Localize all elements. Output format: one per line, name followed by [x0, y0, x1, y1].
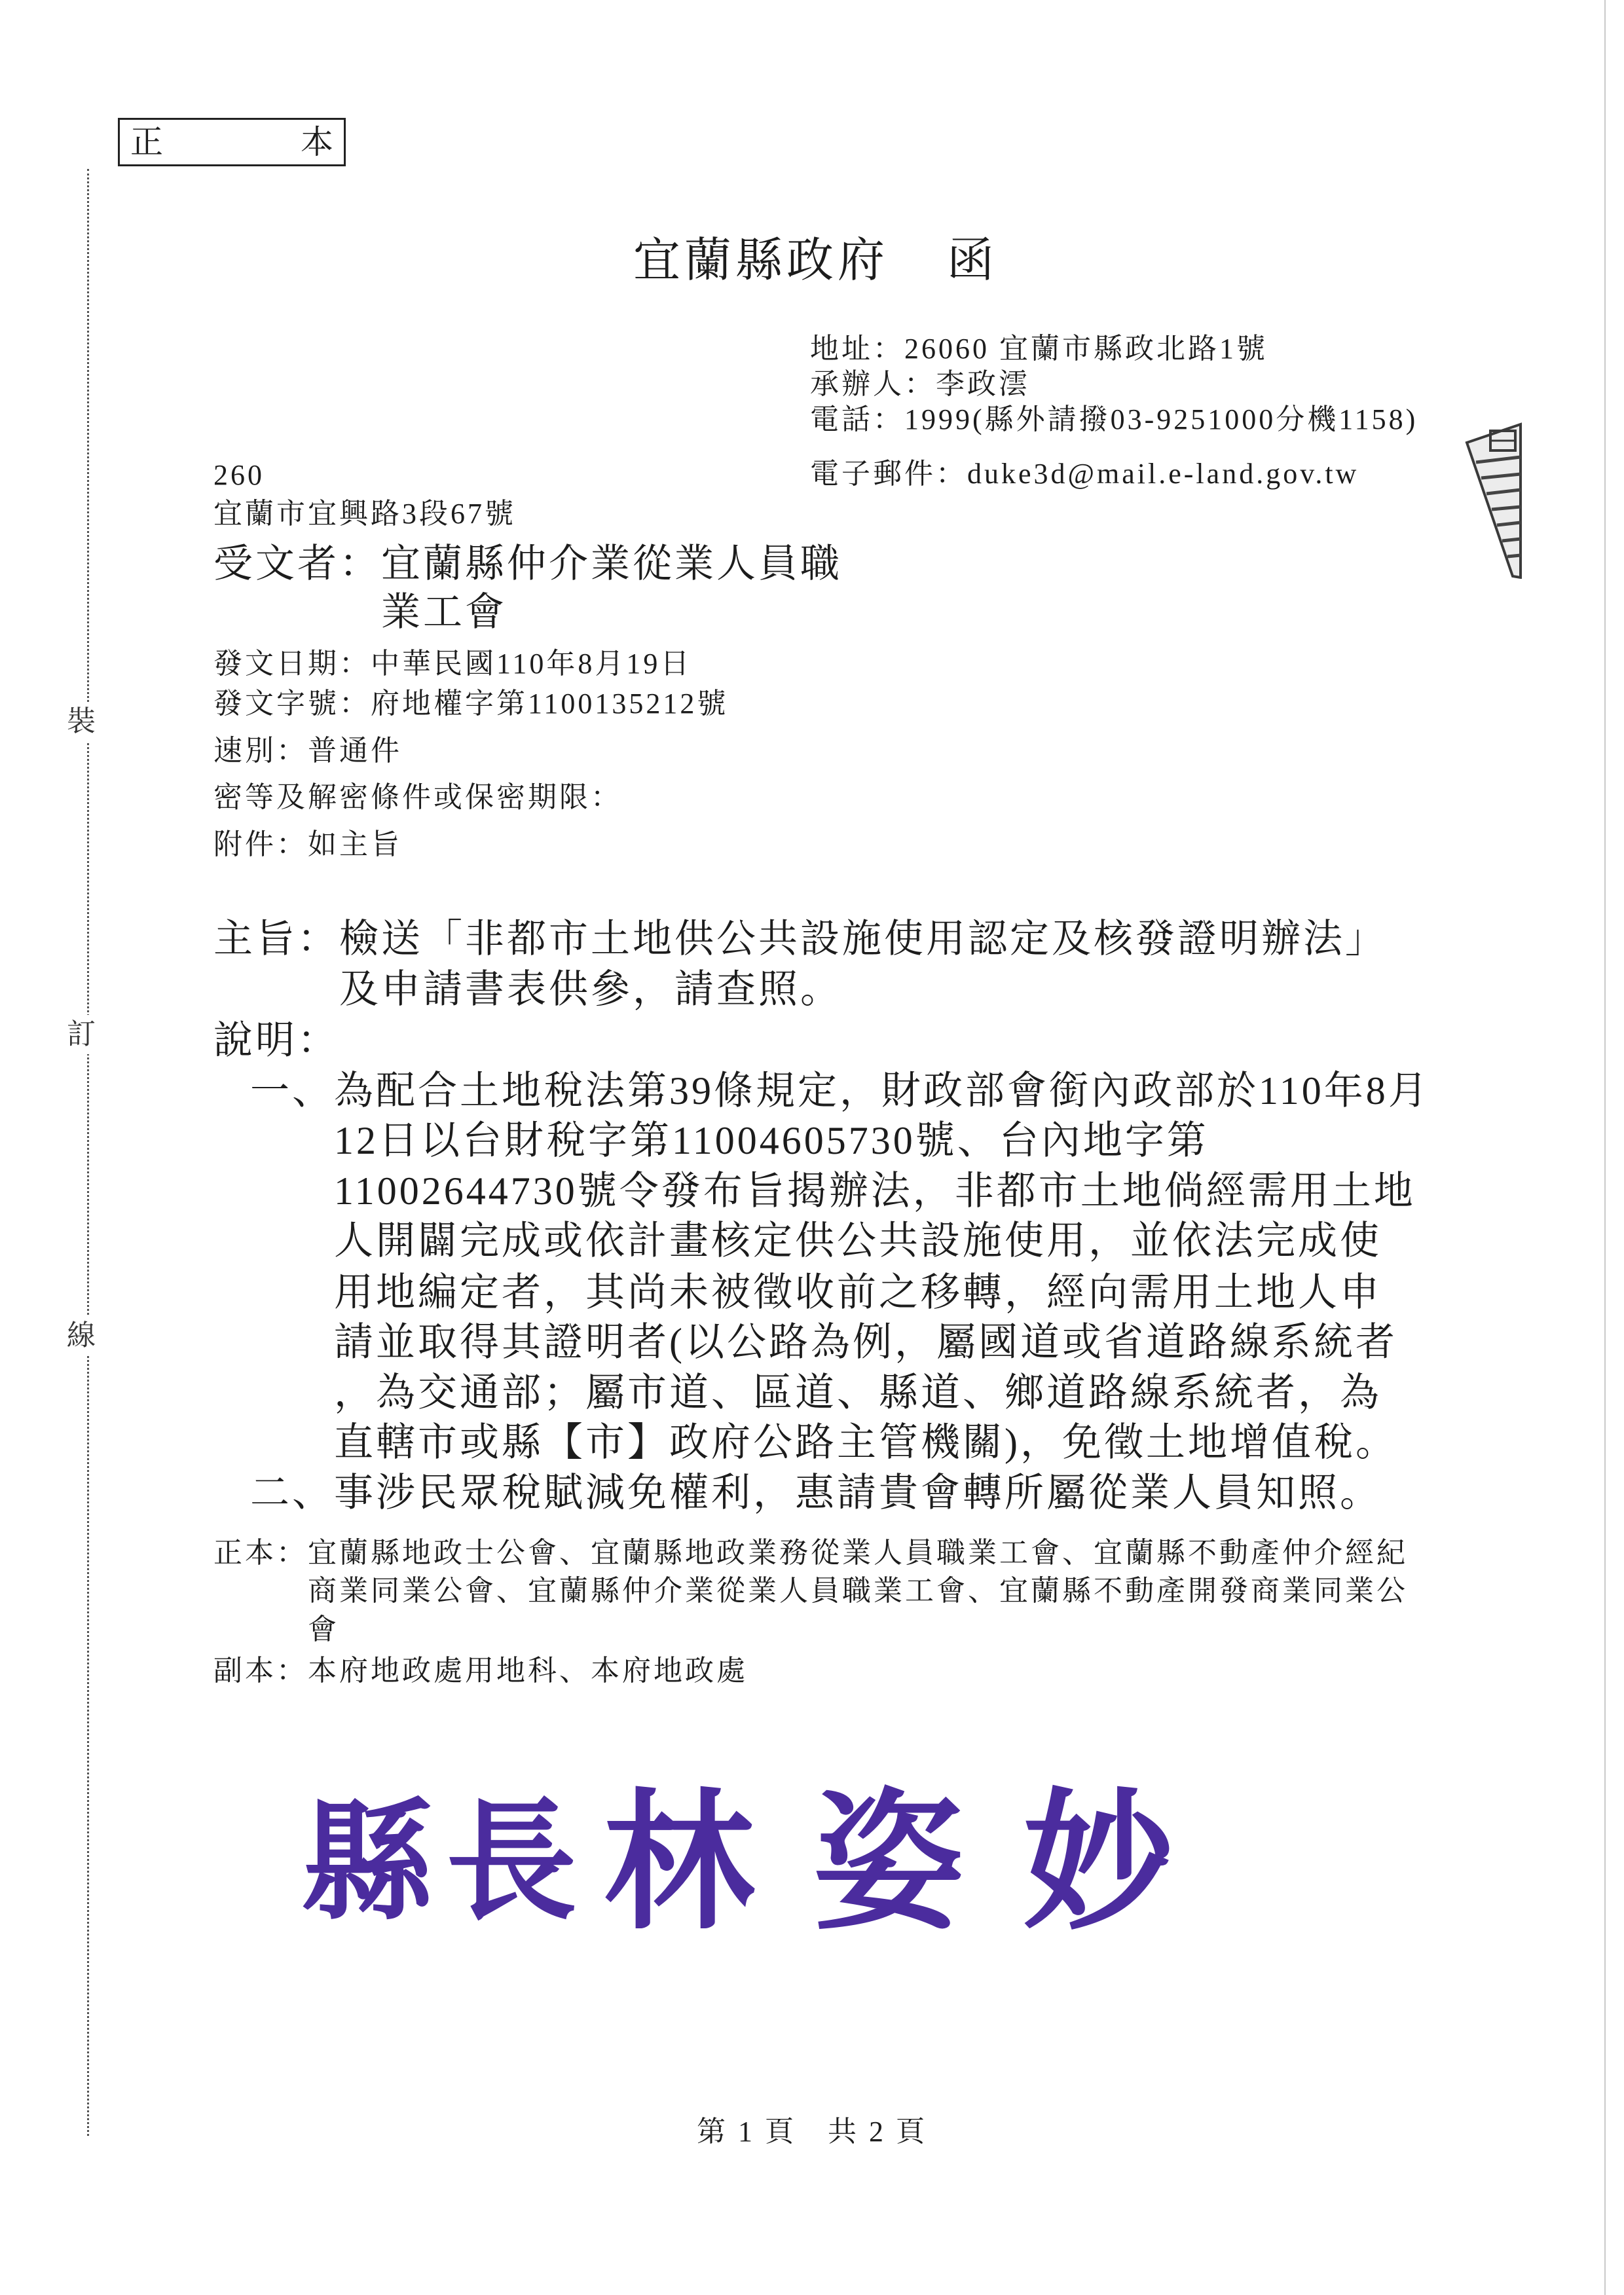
recipient-line-1	[213, 544, 842, 583]
signature-name-stamp: 林姿妙	[604, 1774, 1233, 1951]
explanation-item-1-text-1: 為配合土地稅法第39條規定，財政部會銜內政部於110年8月	[334, 1069, 1430, 1112]
binding-char-xian: 線	[65, 1316, 97, 1355]
explanation-item-1-line-8: 直轄市或縣【市】政府公路主管機關)，免徵土地增值稅。	[334, 1421, 1397, 1464]
explanation-heading: 說明：	[213, 1019, 339, 1062]
binding-dotted-line	[87, 169, 89, 2136]
sender-phone	[810, 405, 1418, 434]
distribution-primary-text-1: 宜蘭縣地政士公會、宜蘭縣地政業務從業人員職業工會、宜蘭縣不動產仲介經紀	[308, 1537, 1408, 1569]
classification-label: 密等及解密條件或保密期限：	[213, 781, 622, 813]
sender-handler-value: 李政澐	[936, 368, 1030, 400]
attachment	[213, 830, 402, 859]
issue-date	[213, 650, 692, 678]
explanation-item-2-text-1: 事涉民眾稅賦減免權利，惠請貴會轉所屬從業人員知照。	[334, 1471, 1382, 1515]
page-number: 第 1 頁 共 2 頁	[697, 2116, 927, 2148]
copy-box-right-char: 本	[301, 124, 333, 160]
distribution-primary-label: 正本：	[213, 1537, 308, 1569]
sender-phone-label: 電話：	[810, 403, 904, 435]
document-number-value: 府地權字第1100135212號	[371, 688, 729, 720]
explanation-item-1-marker: 一、	[250, 1069, 334, 1112]
scan-edge-line	[1604, 0, 1606, 2295]
document-number	[213, 689, 728, 718]
sender-address-label: 地址：	[810, 333, 904, 365]
delivery-speed-label: 速別：	[213, 735, 308, 767]
explanation-item-1-line-6: 請並取得其證明者(以公路為例，屬國道或省道路線系統者	[334, 1321, 1397, 1364]
distribution-primary-line-1	[213, 1539, 1408, 1568]
recipient-postal-code: 260	[213, 459, 265, 491]
sender-phone-value: 1999(縣外請撥03-9251000分機1158)	[904, 403, 1418, 435]
classification	[213, 783, 622, 812]
distribution-primary-line-3: 會	[308, 1613, 339, 1645]
subject-text-1: 檢送「非都市土地供公共設施使用認定及核發證明辦法」	[339, 917, 1387, 961]
sender-handler-label: 承辦人：	[810, 368, 936, 400]
copy-box-left-char: 正	[130, 124, 163, 160]
sender-handler	[810, 370, 1030, 399]
recipient-label: 受文者：	[213, 542, 381, 585]
issue-date-value: 中華民國110年8月19日	[371, 648, 692, 680]
distribution-copy-line-1	[213, 1657, 748, 1685]
sender-email-label: 電子郵件：	[810, 458, 967, 490]
attachment-value: 如主旨	[308, 828, 402, 860]
sender-email-value: duke3d@mail.e-land.gov.tw	[967, 458, 1359, 490]
subject-label: 主旨：	[213, 917, 339, 961]
sender-email	[810, 460, 1359, 488]
distribution-primary-line-2: 商業同業公會、宜蘭縣仲介業從業人員職業工會、宜蘭縣不動產開發商業同業公	[308, 1575, 1408, 1607]
sender-address-value: 26060 宜蘭市縣政北路1號	[904, 333, 1268, 365]
delivery-speed	[213, 737, 402, 765]
distribution-copy-text-1: 本府地政處用地科、本府地政處	[308, 1655, 748, 1687]
receipt-stamp	[1464, 422, 1522, 579]
signature-title-stamp: 縣長	[302, 1785, 591, 1939]
subject-line-2: 及申請書表供參，請查照。	[339, 968, 842, 1011]
attachment-label: 附件：	[213, 828, 308, 860]
sender-address	[810, 335, 1268, 363]
issue-date-label: 發文日期：	[213, 648, 371, 680]
explanation-item-1-line-4: 人開闢完成或依計畫核定供公共設施使用，並依法完成使	[334, 1219, 1382, 1262]
explanation-item-1-line-1	[250, 1071, 1430, 1111]
agency-title: 宜蘭縣政府	[633, 234, 889, 287]
recipient-line-2: 業工會	[381, 591, 507, 634]
explanation-item-1-line-7: ，為交通部；屬市道、區道、縣道、鄉道路線系統者，為	[334, 1371, 1382, 1414]
original-copy-box	[118, 118, 346, 166]
document-number-label: 發文字號：	[213, 688, 371, 720]
subject-line-1	[213, 919, 1387, 959]
delivery-speed-value: 普通件	[308, 735, 402, 767]
recipient-street-address: 宜蘭市宜興路3段67號	[213, 498, 516, 530]
document-type: 函	[947, 234, 999, 287]
recipient-name-part-1: 宜蘭縣仲介業從業人員職	[381, 542, 842, 585]
binding-char-ding: 訂	[65, 1015, 97, 1054]
binding-char-zhuang: 裝	[65, 702, 97, 741]
explanation-item-1-line-5: 用地編定者，其尚未被徵收前之移轉，經向需用土地人申	[334, 1271, 1382, 1314]
explanation-item-2-marker: 二、	[250, 1471, 334, 1515]
distribution-copy-label: 副本：	[213, 1655, 308, 1687]
explanation-item-1-line-3: 11002644730號令發布旨揭辦法，非都市土地倘經需用土地	[334, 1169, 1416, 1213]
explanation-item-2-line-1	[250, 1473, 1382, 1513]
explanation-item-1-line-2: 12日以台財稅字第11004605730號、台內地字第	[334, 1119, 1209, 1162]
